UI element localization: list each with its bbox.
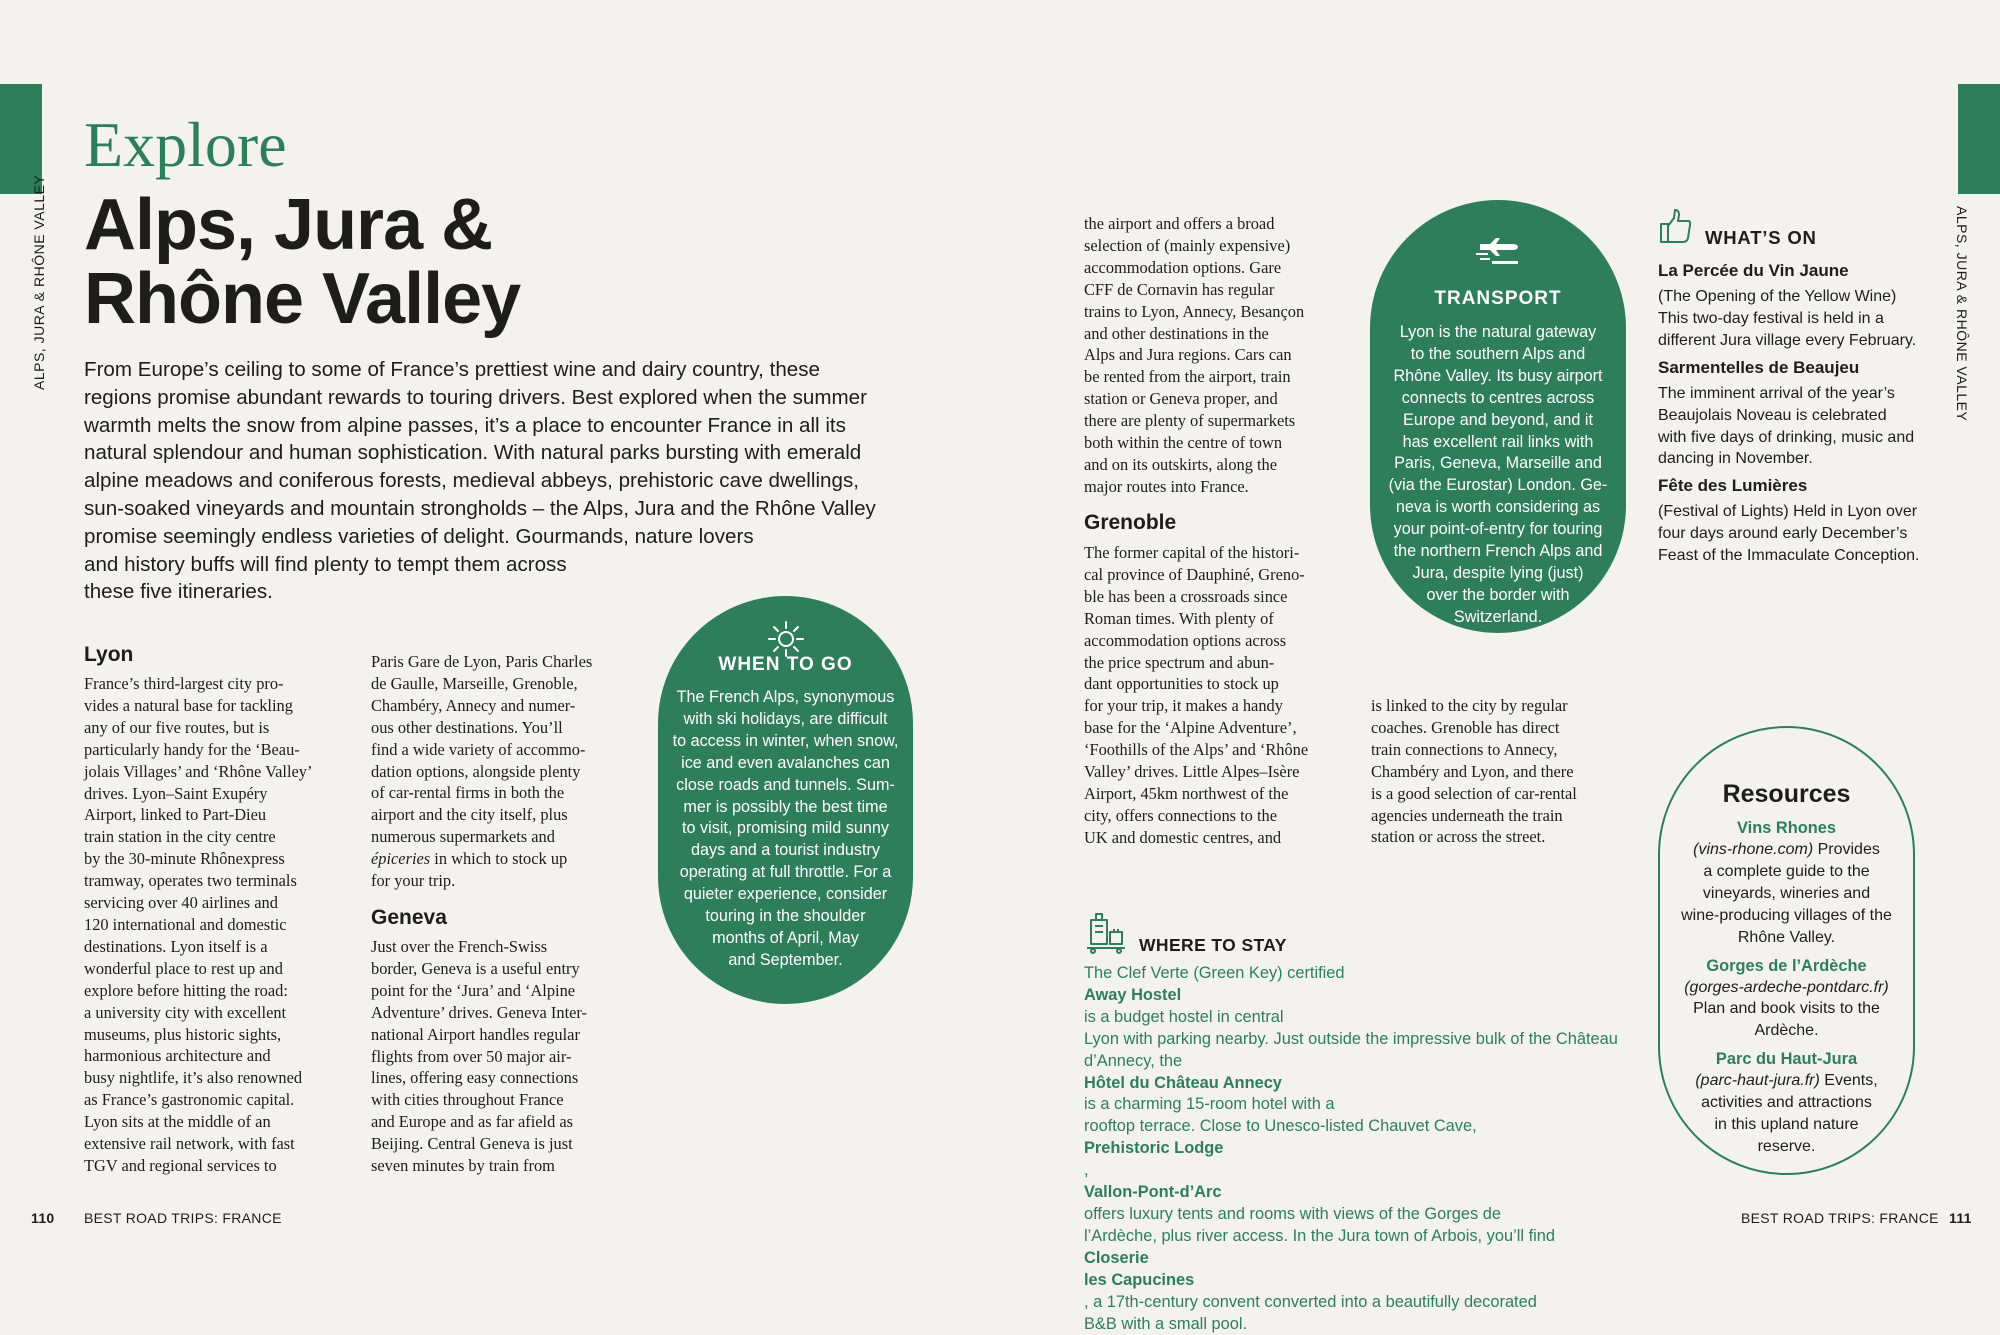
geneva-line: and other destinations in the <box>1084 323 1354 345</box>
geneva-line: there are plenty of supermarkets <box>1084 410 1354 432</box>
grenoble-column-2 <box>1371 695 1641 848</box>
geneva-line: lines, offering easy connections <box>371 1067 641 1089</box>
page-title <box>84 188 644 336</box>
lyon-line: wonderful place to rest up and <box>84 958 354 980</box>
when-to-go-line: touring in the shoulder <box>658 906 913 928</box>
grenoble-column-1 <box>1084 542 1354 849</box>
lyon-line: ous other destinations. You’ll <box>371 717 641 739</box>
where-to-stay-line: d’Annecy, the Hôtel du Château Annecy is a charming 15-room hotel with a <box>1084 1051 1644 1117</box>
lyon-line: of car-rental firms in both the <box>371 782 641 804</box>
resources-list <box>1660 817 1913 1158</box>
page-title-line1: Alps, Jura & <box>84 188 644 262</box>
lyon-line: dation options, alongside plenty <box>371 761 641 783</box>
resource-description-line: Ardèche. <box>1660 1020 1913 1042</box>
transport-text <box>1370 322 1626 629</box>
where-to-stay-line: Vallon-Pont-d’Arc offers luxury tents and rooms with views of the Gorges de <box>1084 1182 1644 1226</box>
lyon-line: for your trip. <box>371 870 641 892</box>
when-to-go-title: WHEN TO GO <box>658 654 913 676</box>
left-side-label: ALPS, JURA & RHÔNE VALLEY <box>31 175 47 390</box>
lyon-line: Lyon sits at the middle of an <box>84 1111 354 1133</box>
when-to-go-line: and September. <box>658 950 913 972</box>
geneva-line: point for the ‘Jura’ and ‘Alpine <box>371 980 641 1002</box>
transport-line: Lyon is the natural gateway <box>1370 322 1626 344</box>
where-to-stay-line: rooftop terrace. Close to Unesco-listed Chauvet Cave, Prehistoric Lodge , <box>1084 1116 1644 1182</box>
grenoble-line: base for the ‘Alpine Adventure’, <box>1084 717 1354 739</box>
resource-description-line: Plan and book visits to the <box>1660 998 1913 1020</box>
intro-line: alpine meadows and coniferous forests, medieval abbeys, prehistoric cave dwellings, <box>84 467 906 495</box>
grenoble-line: Airport, 45km northwest of the <box>1084 783 1354 805</box>
lyon-line: vides a natural base for tackling <box>84 695 354 717</box>
where-to-stay-line: Lyon with parking nearby. Just outside the impressive bulk of the Château <box>1084 1029 1644 1051</box>
transport-line: has excellent rail links with <box>1370 432 1626 454</box>
resources-title: Resources <box>1660 780 1913 809</box>
geneva-line: the airport and offers a broad <box>1084 213 1354 235</box>
resource-description-line: activities and attractions <box>1660 1092 1913 1114</box>
when-to-go-line: mer is possibly the best time <box>658 797 913 819</box>
whats-on-title: WHAT’S ON <box>1705 227 1817 249</box>
lyon-line: extensive rail network, with fast <box>84 1133 354 1155</box>
transport-line: neva is worth considering as <box>1370 497 1626 519</box>
transport-line: your point-of-entry for touring <box>1370 519 1626 541</box>
event-name: Fête des Lumières <box>1658 476 1928 496</box>
thumbs-up-icon <box>1659 208 1693 244</box>
when-to-go-line: quieter experience, consider <box>658 884 913 906</box>
grenoble-line: Roman times. With plenty of <box>1084 608 1354 630</box>
event-description-line: dancing in November. <box>1658 448 1928 470</box>
lyon-column-1 <box>84 673 354 1177</box>
right-side-label: ALPS, JURA & RHÔNE VALLEY <box>1954 206 1970 421</box>
lyon-line: busy nightlife, it’s also renowned <box>84 1067 354 1089</box>
grenoble-line: the price spectrum and abun- <box>1084 652 1354 674</box>
lyon-line: any of our five routes, but is <box>84 717 354 739</box>
intro-line: regions promise abundant rewards to touring drivers. Best explored when the summer <box>84 384 906 412</box>
sun-icon <box>767 620 805 658</box>
when-to-go-line: ice and even avalanches can <box>658 753 913 775</box>
lyon-line: épiceries in which to stock up <box>371 848 641 870</box>
resource-name: Vins Rhones <box>1660 817 1913 839</box>
luggage-cart-icon <box>1085 910 1129 954</box>
grenoble-line: The former capital of the histori- <box>1084 542 1354 564</box>
event-description-line: with five days of drinking, music and <box>1658 427 1928 449</box>
geneva-heading: Geneva <box>371 906 447 930</box>
where-to-stay-line: les Capucines , a 17th-century convent converted into a beautifully decorated <box>1084 1270 1644 1314</box>
lyon-line: de Gaulle, Marseille, Grenoble, <box>371 673 641 695</box>
event-description-line: (The Opening of the Yellow Wine) <box>1658 286 1928 308</box>
transport-line: Jura, despite lying (just) <box>1370 563 1626 585</box>
geneva-line: with cities throughout France <box>371 1089 641 1111</box>
grenoble-line: Chambéry and Lyon, and there <box>1371 761 1641 783</box>
grenoble-line: ‘Foothills of the Alps’ and ‘Rhône <box>1084 739 1354 761</box>
geneva-line: station or Geneva proper, and <box>1084 388 1354 410</box>
lyon-line: drives. Lyon–Saint Exupéry <box>84 783 354 805</box>
transport-title: TRANSPORT <box>1370 288 1626 310</box>
geneva-column <box>371 936 641 1177</box>
grenoble-line: accommodation options across <box>1084 630 1354 652</box>
lyon-line: harmonious architecture and <box>84 1045 354 1067</box>
geneva-line: Alps and Jura regions. Cars can <box>1084 344 1354 366</box>
grenoble-line: is linked to the city by regular <box>1371 695 1641 717</box>
left-page-number: 110 <box>31 1210 55 1226</box>
grenoble-line: coaches. Grenoble has direct <box>1371 717 1641 739</box>
intro-line: warmth melts the snow from alpine passes, it’s a place to encounter France in all its <box>84 412 906 440</box>
lyon-line: TGV and regional services to <box>84 1155 354 1177</box>
grenoble-line: cal province of Dauphiné, Greno- <box>1084 564 1354 586</box>
lyon-line: by the 30-minute Rhônexpress <box>84 848 354 870</box>
grenoble-heading: Grenoble <box>1084 511 1176 535</box>
when-to-go-line: days and a tourist industry <box>658 840 913 862</box>
event-name: Sarmentelles de Beaujeu <box>1658 358 1928 378</box>
grenoble-line: agencies underneath the train <box>1371 805 1641 827</box>
grenoble-line: station or across the street. <box>1371 826 1641 848</box>
geneva-line: and on its outskirts, along the <box>1084 454 1354 476</box>
intro-line: natural splendour and human sophistication. With natural parks bursting with emerald <box>84 439 906 467</box>
right-running-footer: BEST ROAD TRIPS: FRANCE <box>1741 1210 1939 1226</box>
lyon-line: France’s third-largest city pro- <box>84 673 354 695</box>
geneva-line: both within the centre of town <box>1084 432 1354 454</box>
resources-panel <box>1658 726 1915 1175</box>
grenoble-line: dant opportunities to stock up <box>1084 673 1354 695</box>
geneva-line: major routes into France. <box>1084 476 1354 498</box>
intro-line: these five itineraries. <box>84 578 906 606</box>
resource-description-line: wine-producing villages of the <box>1660 905 1913 927</box>
intro-line: promise seemingly endless varieties of delight. Gourmands, nature lovers <box>84 523 906 551</box>
where-to-stay-title: WHERE TO STAY <box>1139 935 1287 956</box>
lyon-line: 120 international and domestic <box>84 914 354 936</box>
geneva-line: seven minutes by train from <box>371 1155 641 1177</box>
lyon-line: numerous supermarkets and <box>371 826 641 848</box>
lyon-line: find a wide variety of accommo- <box>371 739 641 761</box>
resource-name: Parc du Haut-Jura <box>1660 1048 1913 1070</box>
geneva-line: be rented from the airport, train <box>1084 366 1354 388</box>
kicker: Explore <box>84 108 287 182</box>
where-to-stay-line: B&B with a small pool. <box>1084 1314 1644 1335</box>
transport-line: Europe and beyond, and it <box>1370 410 1626 432</box>
event-name: La Percée du Vin Jaune <box>1658 261 1928 281</box>
lyon-line: destinations. Lyon itself is a <box>84 936 354 958</box>
lyon-line: Airport, linked to Part-Dieu <box>84 804 354 826</box>
resource-name: Gorges de l’Ardèche <box>1660 955 1913 977</box>
transport-line: Paris, Geneva, Marseille and <box>1370 453 1626 475</box>
when-to-go-panel <box>658 596 913 1004</box>
lyon-line: explore before hitting the road: <box>84 980 354 1002</box>
transport-line: Rhône Valley. Its busy airport <box>1370 366 1626 388</box>
intro-paragraph <box>84 356 906 606</box>
transport-line: Switzerland. <box>1370 607 1626 629</box>
event-description-line: Feast of the Immaculate Conception. <box>1658 545 1928 567</box>
geneva-line: CFF de Cornavin has regular <box>1084 279 1354 301</box>
where-to-stay-line: The Clef Verte (Green Key) certified Away Hostel is a budget hostel in central <box>1084 963 1644 1029</box>
transport-line: over the border with <box>1370 585 1626 607</box>
lyon-line: tramway, operates two terminals <box>84 870 354 892</box>
geneva-line: Just over the French-Swiss <box>371 936 641 958</box>
grenoble-line: for your trip, it makes a handy <box>1084 695 1354 717</box>
event-description-line: (Festival of Lights) Held in Lyon over <box>1658 501 1928 523</box>
geneva-line: flights from over 50 major air- <box>371 1046 641 1068</box>
event-description-line: different Jura village every February. <box>1658 330 1928 352</box>
when-to-go-line: operating at full throttle. For a <box>658 862 913 884</box>
left-running-footer: BEST ROAD TRIPS: FRANCE <box>84 1210 282 1226</box>
event-description-line: four days around early December’s <box>1658 523 1928 545</box>
lyon-heading: Lyon <box>84 643 133 667</box>
when-to-go-line: months of April, May <box>658 928 913 950</box>
event-description-line: Beaujolais Noveau is celebrated <box>1658 405 1928 427</box>
intro-line: and history buffs will find plenty to tempt them across <box>84 551 906 579</box>
when-to-go-line: to visit, promising mild sunny <box>658 818 913 840</box>
right-chapter-tab <box>1958 84 2000 194</box>
where-to-stay-text <box>1084 963 1644 1335</box>
geneva-line: selection of (mainly expensive) <box>1084 235 1354 257</box>
grenoble-line: ble has been a crossroads since <box>1084 586 1354 608</box>
lyon-line: particularly handy for the ‘Beau- <box>84 739 354 761</box>
intro-line: From Europe’s ceiling to some of France’s prettiest wine and dairy country, these <box>84 356 906 384</box>
page-title-line2: Rhône Valley <box>84 262 644 336</box>
lyon-column-2 <box>371 651 641 892</box>
geneva-line: and Europe and as far afield as <box>371 1111 641 1133</box>
resource-description-line: (vins-rhone.com) Provides <box>1660 839 1913 861</box>
where-to-stay-line: l’Ardèche, plus river access. In the Jura town of Arbois, you’ll find Closerie <box>1084 1226 1644 1270</box>
transport-panel <box>1370 200 1626 633</box>
geneva-line: national Airport handles regular <box>371 1024 641 1046</box>
when-to-go-line: to access in winter, when snow, <box>658 731 913 753</box>
geneva-line: border, Geneva is a useful entry <box>371 958 641 980</box>
resource-description-line: (parc-haut-jura.fr) Events, <box>1660 1070 1913 1092</box>
event-description-line: This two-day festival is held in a <box>1658 308 1928 330</box>
lyon-line: Chambéry, Annecy and numer- <box>371 695 641 717</box>
lyon-line: as France’s gastronomic capital. <box>84 1089 354 1111</box>
geneva-line: trains to Lyon, Annecy, Besançon <box>1084 301 1354 323</box>
transport-line: the northern French Alps and <box>1370 541 1626 563</box>
when-to-go-line: The French Alps, synonymous <box>658 687 913 709</box>
event-description-line: The imminent arrival of the year’s <box>1658 383 1928 405</box>
whats-on-list <box>1658 261 1928 567</box>
resource-description-line: reserve. <box>1660 1136 1913 1158</box>
lyon-line: a university city with excellent <box>84 1002 354 1024</box>
grenoble-line: Valley’ drives. Little Alpes–Isère <box>1084 761 1354 783</box>
right-page-number: 111 <box>1949 1210 1972 1226</box>
lyon-line: Paris Gare de Lyon, Paris Charles <box>371 651 641 673</box>
grenoble-line: is a good selection of car-rental <box>1371 783 1641 805</box>
transport-line: (via the Eurostar) London. Ge- <box>1370 475 1626 497</box>
resource-description-line: a complete guide to the <box>1660 861 1913 883</box>
when-to-go-line: with ski holidays, are difficult <box>658 709 913 731</box>
grenoble-line: UK and domestic centres, and <box>1084 827 1354 849</box>
resource-description-line: Rhône Valley. <box>1660 927 1913 949</box>
lyon-line: museums, plus historic sights, <box>84 1024 354 1046</box>
lyon-line: jolais Villages’ and ‘Rhône Valley’ <box>84 761 354 783</box>
when-to-go-line: close roads and tunnels. Sum- <box>658 775 913 797</box>
lyon-line: servicing over 40 airlines and <box>84 892 354 914</box>
lyon-line: train station in the city centre <box>84 826 354 848</box>
plane-icon <box>1474 234 1522 268</box>
grenoble-line: train connections to Annecy, <box>1371 739 1641 761</box>
transport-line: to the southern Alps and <box>1370 344 1626 366</box>
resource-description-line: vineyards, wineries and <box>1660 883 1913 905</box>
geneva-line: Beijing. Central Geneva is just <box>371 1133 641 1155</box>
geneva-line: Adventure’ drives. Geneva Inter- <box>371 1002 641 1024</box>
intro-line: sun-soaked vineyards and mountain strongholds – the Alps, Jura and the Rhône Valley <box>84 495 906 523</box>
resource-description-line: in this upland nature <box>1660 1114 1913 1136</box>
resource-description-line: (gorges-ardeche-pontdarc.fr) <box>1660 977 1913 999</box>
geneva-continued <box>1084 213 1354 498</box>
when-to-go-text <box>658 687 913 972</box>
grenoble-line: city, offers connections to the <box>1084 805 1354 827</box>
lyon-line: airport and the city itself, plus <box>371 804 641 826</box>
geneva-line: accommodation options. Gare <box>1084 257 1354 279</box>
transport-line: connects to centres across <box>1370 388 1626 410</box>
